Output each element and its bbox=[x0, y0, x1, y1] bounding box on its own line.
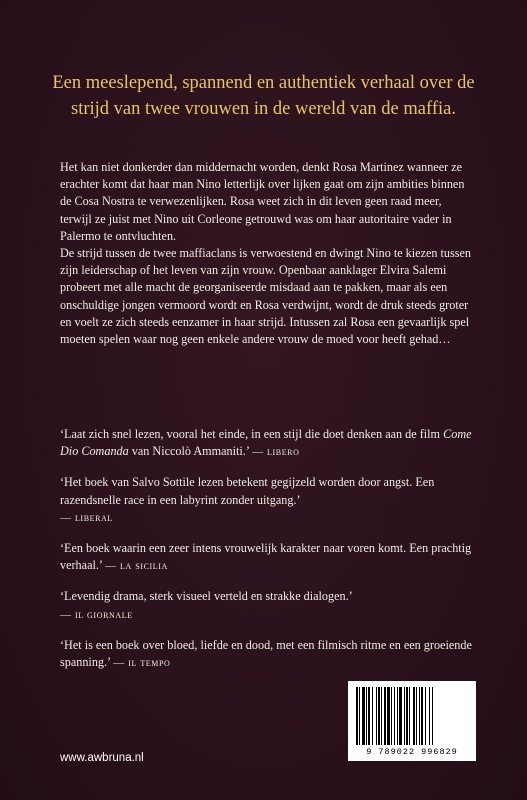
barcode-bar bbox=[416, 687, 417, 745]
barcode-bar bbox=[359, 687, 360, 745]
quote-source: — libero bbox=[252, 446, 300, 459]
barcode-bars bbox=[356, 687, 468, 745]
quote-source: — la sicilia bbox=[105, 560, 168, 573]
barcode-bar bbox=[378, 687, 380, 745]
barcode-bar bbox=[372, 687, 373, 745]
blurb-paragraph-1: Het kan niet donkerder dan middernacht worden, denkt Rosa Martinez wanneer ze erachter komt dat haar man Nino letterlijk over lijken gaat om zijn ambities binnen de Cosa Nostra te verwezenlijken. Rosa weet zich in dit leven geen raad meer, terwijl ze juist met Nino uit Corleone getrouwd was om haar autoritaire vader in Palermo te ontvluchten. bbox=[60, 160, 465, 243]
quote-source: — il giornale bbox=[60, 608, 133, 621]
publisher-url: www.awbruna.nl bbox=[60, 752, 144, 764]
blurb-paragraph-2: De strijd tussen de twee maffiaclans is verwoestend en dwingt Nino te kiezen tussen zijn leiderschap of het leven van zijn vrouw. Openbaar aanklager Elvira Salemi probeert met alle macht de georganiseerde misdaad aan te pakken, maar als een onschuldige jongen vermoord wordt en Rosa verdwijnt, wordt de druk steeds groter en voelt ze zich steeds eenzamer in haar strijd. Intussen zal Rosa een gevaarlijk spel moeten spelen waar nog geen enkele andere vrouw de moed voor heeft gehad… bbox=[60, 246, 471, 347]
barcode-bar bbox=[387, 687, 390, 745]
barcode-bar bbox=[421, 687, 423, 745]
review-quote: ‘Laat zich snel lezen, vooral het einde, in een stijl die doet denken aan de film Come Dio Comanda van Niccolò Ammaniti.’ — libero bbox=[60, 427, 472, 459]
quote-source: — il tempo bbox=[113, 657, 171, 670]
barcode-bar bbox=[399, 687, 402, 745]
barcode-bar bbox=[413, 687, 415, 745]
barcode-bar bbox=[376, 687, 377, 745]
barcode-bar bbox=[397, 687, 398, 745]
barcode-bar bbox=[391, 687, 392, 745]
barcode-bar bbox=[356, 687, 358, 745]
barcode-bar bbox=[394, 687, 395, 745]
barcode-bar bbox=[362, 687, 365, 745]
barcode-bar bbox=[425, 687, 426, 745]
review-quotes bbox=[60, 426, 472, 685]
barcode-bar bbox=[419, 687, 420, 745]
barcode-bar bbox=[432, 687, 433, 745]
barcode-bar bbox=[368, 687, 370, 745]
barcode-bar bbox=[409, 687, 410, 745]
quote-source: — liberal bbox=[60, 511, 113, 524]
blurb bbox=[60, 159, 472, 348]
review-quote: ‘Het boek van Salvo Sottile lezen betekent gegijzeld worden door angst. Een razendsnelle race in een labyrint zonder uitgang.’ — liberal bbox=[60, 475, 435, 524]
barcode-bar bbox=[384, 687, 386, 745]
barcode bbox=[348, 681, 476, 761]
barcode-bar bbox=[429, 687, 430, 745]
review-quote: ‘Het is een boek over bloed, liefde en dood, met een filmisch ritme en een groeiende spanning.’ — il tempo bbox=[60, 637, 472, 670]
tagline: Een meeslepend, spannend en authentiek verhaal over de strijd van twee vrouwen in de wereld van de maffia. bbox=[52, 73, 475, 119]
isbn-number: 9 789022 996829 bbox=[366, 747, 458, 757]
review-quote: ‘Een boek waarin een zeer intens vrouwelijk karakter naar voren komt. Een prachtig verhaal.’ — la sicilia bbox=[60, 541, 472, 573]
review-quote: ‘Levendig drama, sterk visueel verteld en strakke dialogen.’ — il giornale bbox=[60, 589, 353, 621]
barcode-bar bbox=[381, 687, 382, 745]
barcode-bar bbox=[366, 687, 367, 745]
barcode-bar bbox=[404, 687, 405, 745]
barcode-bar bbox=[406, 687, 408, 745]
